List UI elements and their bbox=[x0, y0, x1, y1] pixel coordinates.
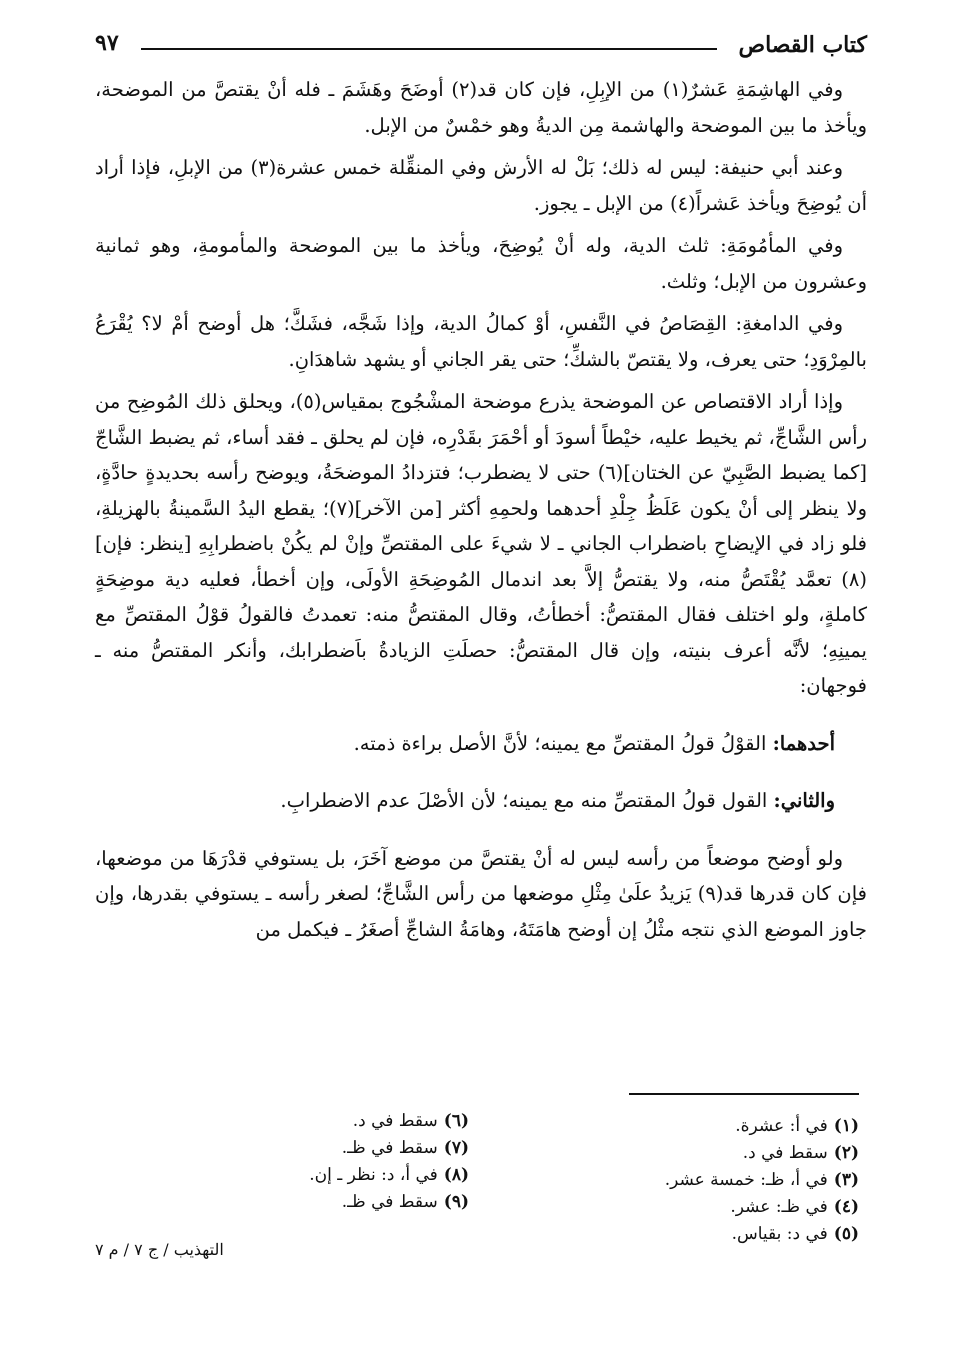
footnote-item bbox=[479, 1221, 859, 1248]
footnotes-right-column bbox=[479, 1113, 859, 1248]
paragraph-mamuma: وفي المأمُومَةِ: ثلث الدية، وله أنْ يُوضِحَ، ويأخذ ما بين الموضحة والمأمومةِ، وهو ثمانية وعشرون من الإبل؛ وثلث. bbox=[95, 234, 867, 293]
footnote-number: (٣) bbox=[833, 1170, 859, 1190]
paragraph-hashima: وفي الهاشِمَةِ عَشرٌ(١) من الإبِلِ، فإن كان قد(٢) أوضَحَ وهَشَمَ ـ فله أنْ يقتصَّ من الموضحة، ويأخذ ما بين الموضحة والهاشمة مِن الديةُ وهو خمْسٌ من الإبل. bbox=[95, 78, 867, 137]
footnote-item bbox=[89, 1162, 469, 1189]
footnote-item bbox=[89, 1189, 469, 1216]
paragraph-abu-hanifa: وعند أبي حنيفة: ليس له ذلك؛ بَلْ له الأرش وفي المنقِّلة خمس عشرة(٣) من الإبلِ، فإذا أراد أن يُوضِحَ ويأخذ عَشراً(٤) من الإبل ـ يجوز. bbox=[95, 156, 867, 215]
book-title: كتاب القصاص bbox=[738, 32, 867, 58]
page-number: ٩٧ bbox=[95, 30, 119, 56]
footnote-number: (٧) bbox=[443, 1138, 469, 1158]
footnote-text: في أ، د: نظر ـ إن. bbox=[309, 1165, 438, 1185]
paragraph-damigha: وفي الدامغةِ: القِصَاصُ في النَّفسِ، أوْ كمالُ الدية، وإذا شَجَّه، فشَكَّ؛ هل أوضح أمْ لا؟ يُقْرَعُ بالمِرْوَدِ؛ حتى يعرف، ولا يقتصّ بالشكِّ؛ حتى يقر الجاني أو يشهد شاهدَانِ. bbox=[95, 312, 867, 371]
running-header bbox=[95, 30, 867, 70]
footnote-number: (١) bbox=[833, 1116, 859, 1136]
footnote-text: سقط في د. bbox=[742, 1143, 828, 1163]
footnote-number: (٩) bbox=[443, 1192, 469, 1212]
footnote-item bbox=[89, 1108, 469, 1135]
footnote-separator bbox=[629, 1093, 859, 1095]
main-text bbox=[95, 72, 867, 954]
footnote-text: سقط في ظـ. bbox=[341, 1192, 438, 1212]
footnote-text: سقط في ظـ. bbox=[341, 1138, 438, 1158]
footnote-text: في أ، ظـ: خمسة عشر. bbox=[664, 1170, 828, 1190]
printer-signature-mark: التهذيب / ج ٧ / م ٧ bbox=[95, 1240, 224, 1259]
footnote-number: (٦) bbox=[443, 1111, 469, 1131]
footnote-text: في أ: عشرة. bbox=[735, 1116, 828, 1136]
footnote-text: في ظـ: عشر. bbox=[730, 1197, 828, 1217]
footnote-item bbox=[479, 1194, 859, 1221]
paragraph-other-location: ولو أوضح موضعاً من رأسه ليس له أنْ يقتصَّ من موضع آخَرَ، بل يستوفي قدْرَهَا من موضعها، فإن كان قدرها قد(٩) يَزيدُ علَىٰ مِثْلِ موضعها من رأس الشَّاجِّ؛ لصغر رأسه ـ يستوفي بقدرها، وإن جاوز الموضع الذي نتجه مثْلُ إن أوضح هامَتَهُ، وهامَةُ الشاجِّ أصغَرُ ـ فيكمل من bbox=[95, 846, 867, 941]
footnote-text: في د: بقياس. bbox=[731, 1224, 828, 1244]
opinion-second bbox=[95, 783, 867, 819]
footnotes-left-column bbox=[89, 1108, 469, 1216]
footnote-item bbox=[479, 1140, 859, 1167]
footnote-number: (٥) bbox=[833, 1224, 859, 1244]
footnote-item bbox=[479, 1113, 859, 1140]
opinion-first-lead: أحدهما: bbox=[772, 731, 835, 755]
opinion-second-lead: والثاني: bbox=[773, 789, 835, 812]
footnote-text: سقط في د. bbox=[352, 1111, 438, 1131]
footnote-item bbox=[479, 1167, 859, 1194]
header-rule bbox=[141, 48, 717, 50]
opinion-first-text: القوْلُ قولُ المقتصِّ مع يمينه؛ لأنَّ الأصل براءة ذمته. bbox=[353, 731, 773, 755]
paragraph-iqtisas-procedure: وإذا أراد الاقتصاص عن الموضحة يذرع موضحة المشْجُوج بمقياس(٥)، ويحلق ذلك المُوضِح من رأس الشَّاجِّ، ثم يخيط عليه، خيْطاً أسودَ أو أحْمَرَ بقَدْرِه، فإن لم يحلق ـ فقد أساء، ثم يضبط الشَّاجّ [كما يضبط الصَّبِيّ عن الختان](٦) حتى لا يضطرب؛ فتزدادُ الموضحَةُ، ويوضح رأسه بحديدةٍ حادَّةٍ، ولا ينظر إلى أنْ يكون عَلَظُ جِلْدِ أحدهما ولحمِهِ أكثر [من الآخر](٧)؛ يقطع اليدُ السَّمينةُ بالهزيلةِ، فلو زاد في الإيضاحِ باضطراب الجاني ـ لا شيءَ على المقتصِّ وإنْ لم يكُنْ باضطرابِهِ [ينظر: فإن](٨) تعمَّد يُقْتَصُّ منه، ولا يقتصُّ إلاَّ بعد اندمال المُوضِحَةِ الأولَى، وإن أخطأ، فعليه دية موضِحَةٍ كاملةٍ، ولو اختلف فقال المقتصُّ: أخطأتُ، وقال المقتصُّ منه: تعمدتُ فالقولُ قوْلُ المقتصِّ مع يمينِهِ؛ لأنَّه أعرف بنيته، وإن قال المقتصُّ: حصلَتِ الزيادةُ باَضطرابك، وأنكر المقتصُّ منه ـ فوجهان: bbox=[95, 390, 868, 697]
footnote-number: (٨) bbox=[443, 1165, 469, 1185]
footnote-number: (٤) bbox=[833, 1197, 859, 1217]
footnote-number: (٢) bbox=[833, 1143, 859, 1163]
opinion-second-text: القول قولُ المقتصِّ منه مع يمينه؛ لأن الأصْلَ عدم الاضطرابِ. bbox=[280, 789, 774, 812]
opinion-first bbox=[95, 726, 867, 762]
footnote-item bbox=[89, 1135, 469, 1162]
